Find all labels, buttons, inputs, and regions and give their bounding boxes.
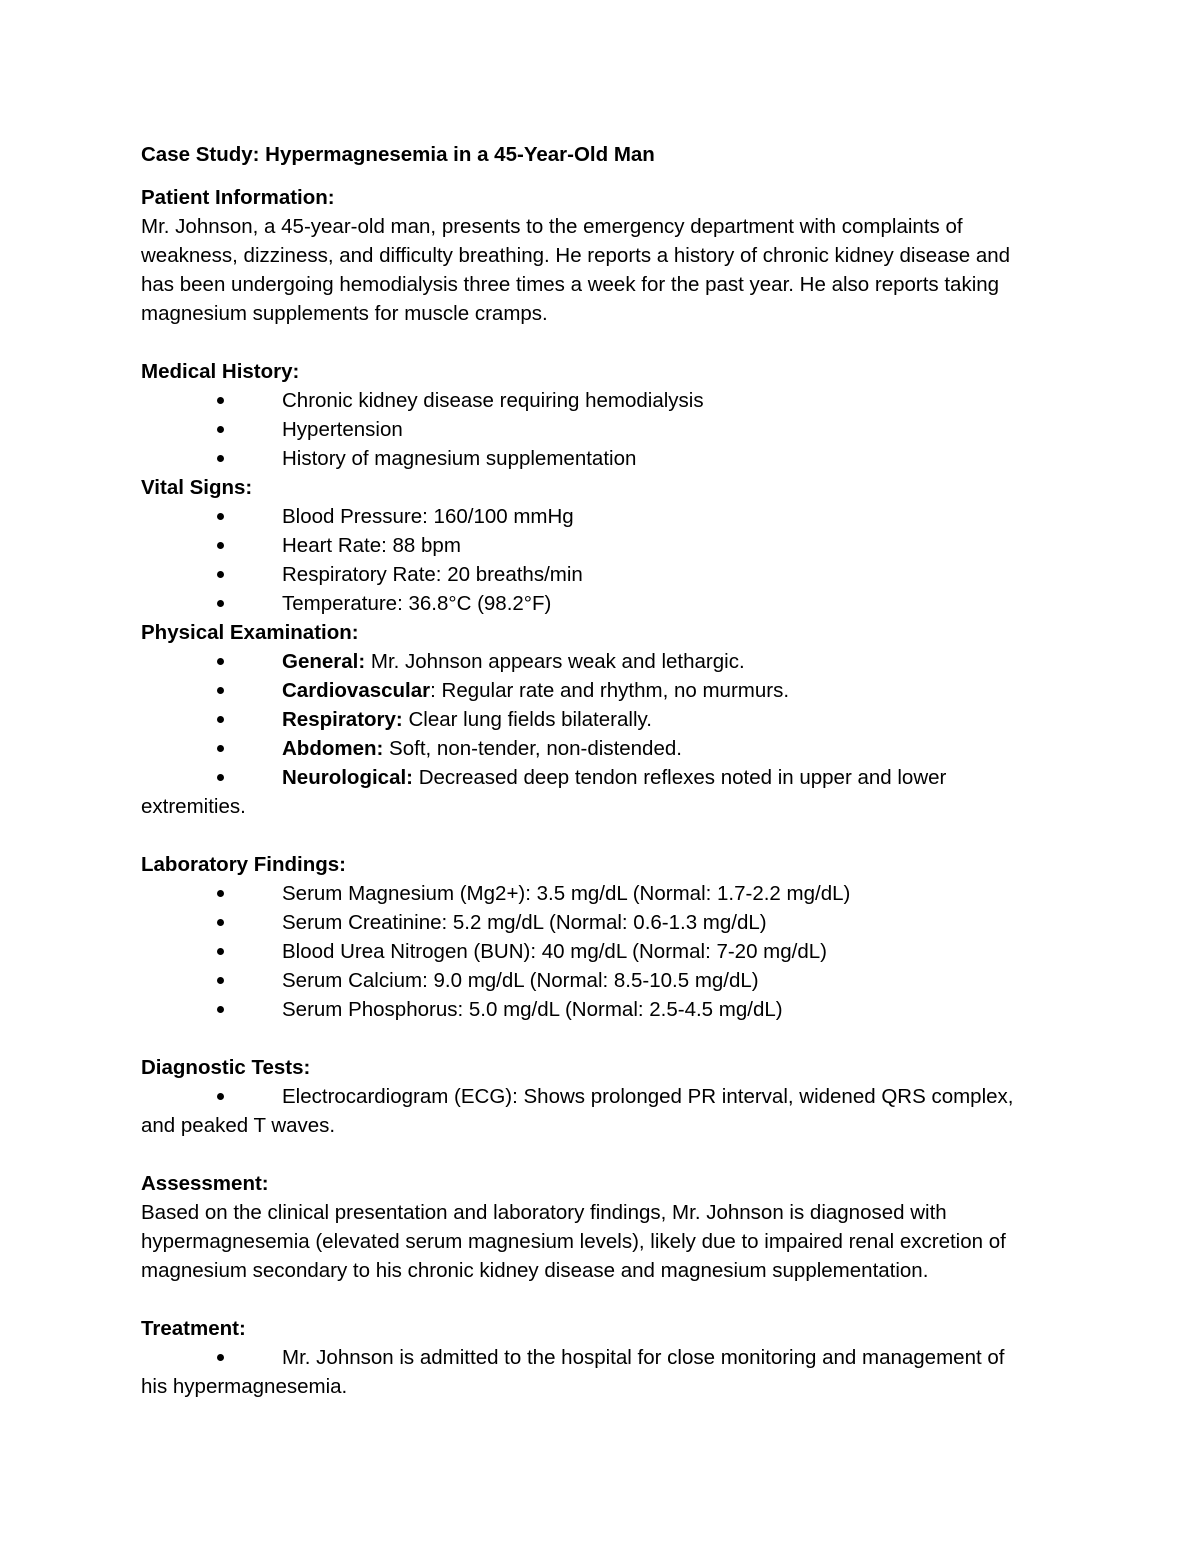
bullet-icon	[217, 1006, 224, 1013]
bullet-icon	[217, 542, 224, 549]
list-item: Serum Creatinine: 5.2 mg/dL (Normal: 0.6-1.3 mg/dL)	[141, 908, 1061, 937]
list-item: Mr. Johnson is admitted to the hospital for close monitoring and management of	[141, 1343, 1061, 1372]
bullet-icon	[217, 426, 224, 433]
assessment-line: Based on the clinical presentation and laboratory findings, Mr. Johnson is diagnosed with	[141, 1201, 947, 1224]
patient-info-line: magnesium supplements for muscle cramps.	[141, 302, 548, 325]
assessment-heading: Assessment:	[141, 1172, 269, 1195]
list-item: Respiratory: Clear lung fields bilaterally.	[141, 705, 1061, 734]
document-title: Case Study: Hypermagnesemia in a 45-Year-Old Man	[141, 143, 655, 166]
patient-info-line: Mr. Johnson, a 45-year-old man, presents to the emergency department with complaints of	[141, 215, 963, 238]
list-item: Temperature: 36.8°C (98.2°F)	[141, 589, 1061, 618]
bullet-icon	[217, 600, 224, 607]
list-item: Chronic kidney disease requiring hemodialysis	[141, 386, 1061, 415]
list-item: Abdomen: Soft, non-tender, non-distended.	[141, 734, 1061, 763]
list-item: Cardiovascular: Regular rate and rhythm, no murmurs.	[141, 676, 1061, 705]
list-item: General: Mr. Johnson appears weak and lethargic.	[141, 647, 1061, 676]
list-item: Serum Phosphorus: 5.0 mg/dL (Normal: 2.5-4.5 mg/dL)	[141, 995, 1061, 1024]
patient-info-line: weakness, dizziness, and difficulty breathing. He reports a history of chronic kidney disease and	[141, 244, 1011, 267]
bullet-icon	[217, 977, 224, 984]
list-item-continuation: extremities.	[141, 795, 246, 818]
list-item: Serum Magnesium (Mg2+): 3.5 mg/dL (Normal: 1.7-2.2 mg/dL)	[141, 879, 1061, 908]
diagnostic-tests-heading: Diagnostic Tests:	[141, 1056, 311, 1079]
bullet-icon	[217, 513, 224, 520]
bullet-icon	[217, 919, 224, 926]
list-item: Blood Urea Nitrogen (BUN): 40 mg/dL (Normal: 7-20 mg/dL)	[141, 937, 1061, 966]
list-item: Heart Rate: 88 bpm	[141, 531, 1061, 560]
list-item: Blood Pressure: 160/100 mmHg	[141, 502, 1061, 531]
bullet-icon	[217, 397, 224, 404]
bullet-icon	[217, 658, 224, 665]
lab-findings-heading: Laboratory Findings:	[141, 853, 346, 876]
bullet-icon	[217, 948, 224, 955]
bullet-icon	[217, 1354, 224, 1361]
bullet-icon	[217, 571, 224, 578]
patient-info-heading: Patient Information:	[141, 186, 335, 209]
treatment-heading: Treatment:	[141, 1317, 246, 1340]
patient-info-line: has been undergoing hemodialysis three times a week for the past year. He also reports taking	[141, 273, 1000, 296]
list-item-continuation: his hypermagnesemia.	[141, 1375, 348, 1398]
list-item: Electrocardiogram (ECG): Shows prolonged PR interval, widened QRS complex,	[141, 1082, 1061, 1111]
list-item: Neurological: Decreased deep tendon reflexes noted in upper and lower	[141, 763, 1061, 792]
list-item: Hypertension	[141, 415, 1061, 444]
bullet-icon	[217, 774, 224, 781]
bullet-icon	[217, 890, 224, 897]
list-item: Respiratory Rate: 20 breaths/min	[141, 560, 1061, 589]
bullet-icon	[217, 687, 224, 694]
medical-history-heading: Medical History:	[141, 360, 300, 383]
bullet-icon	[217, 716, 224, 723]
list-item: History of magnesium supplementation	[141, 444, 1061, 473]
assessment-line: magnesium secondary to his chronic kidney disease and magnesium supplementation.	[141, 1259, 929, 1282]
vital-signs-heading: Vital Signs:	[141, 476, 253, 499]
bullet-icon	[217, 745, 224, 752]
list-item: Serum Calcium: 9.0 mg/dL (Normal: 8.5-10.5 mg/dL)	[141, 966, 1061, 995]
document-body	[141, 140, 1061, 1401]
list-item-continuation: and peaked T waves.	[141, 1114, 336, 1137]
bullet-icon	[217, 1093, 224, 1100]
physical-exam-heading: Physical Examination:	[141, 621, 359, 644]
bullet-icon	[217, 455, 224, 462]
assessment-line: hypermagnesemia (elevated serum magnesium levels), likely due to impaired renal excretion of	[141, 1230, 1006, 1253]
